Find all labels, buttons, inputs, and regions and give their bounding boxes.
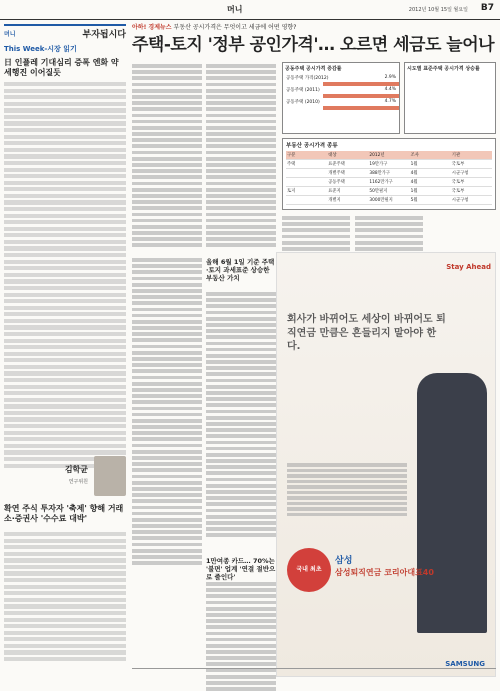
issue-date: 2012년 10월 15일 월요일 (408, 7, 468, 13)
author-role: 연구위원 (68, 479, 88, 485)
map-chart (404, 62, 496, 134)
supply-table-caption: 공동주택 공시가격 증감률 (285, 66, 342, 72)
ad-tagline: Stay Ahead (446, 263, 491, 271)
kicker-brand: 아하! 경제뉴스 (132, 24, 172, 31)
company-logo: SAMSUNG (445, 660, 485, 668)
table-row: 공동주택 가격(2012) 2.9% (286, 75, 396, 81)
left-headline: 日 인플레 기대심리 증폭 엔화 약세행진 이어질듯 (4, 58, 119, 77)
map-chart-caption: 시도별 표준주택 공시가격 상승률 (407, 66, 480, 72)
supply-table (282, 62, 400, 134)
advertisement[interactable] (276, 252, 496, 677)
week-label: This Week-시장 읽기 (4, 45, 77, 53)
body-text-1 (206, 64, 276, 250)
author-photo (94, 456, 126, 496)
author-block (4, 456, 126, 496)
body-text-5 (206, 582, 276, 691)
column-brand (4, 24, 126, 40)
ad-badge: 국내 최초 (287, 548, 331, 592)
author-name: 김학균 (64, 465, 88, 474)
brand-title: 부자됩시다 (82, 29, 126, 40)
page-number: B7 (480, 3, 494, 13)
masthead (0, 0, 500, 20)
ad-product: 삼성퇴직연금 코리아대표40 (335, 568, 434, 577)
ad-copy-text (287, 463, 407, 518)
deck-text (132, 64, 202, 250)
table-row: 공동주택 (2010) 4.7% (286, 99, 396, 105)
body-text-4 (132, 258, 202, 567)
body-text-3 (206, 292, 276, 540)
table-row: 공동주택 (2011) 4.4% (286, 87, 396, 93)
table-row-bar (323, 106, 399, 110)
left-headline-2: 확연 주식 투자자 '축제' 향해 거래소·증권사 '수수료 대박' (4, 504, 124, 524)
left-column (4, 24, 126, 684)
ad-brand: 삼성 (335, 556, 353, 566)
left-body-text (4, 82, 126, 468)
main-headline: 주택-토지 '정부 공인가격'… 오르면 세금도 늘어나 (132, 35, 495, 55)
subhead-2: 1만여종 카드… 70%는 '불면' 업계 '연결 절반으로 줄인다' (206, 557, 276, 582)
footer-rule (132, 668, 496, 669)
brand-logo: 머니 (4, 30, 16, 38)
ad-person-image (417, 373, 487, 633)
kicker-text: 부동산 공시가격은 무엇이고 세금에 어떤 영향? (173, 24, 297, 31)
section-title: 머니 (227, 5, 243, 14)
left-body-text-2 (4, 532, 126, 664)
price-types-table: 부동산 공시가격 종류 구분 대상 2012년 조사 기관 주택 표준주택 19만가구 1월 국토부 개별주택 388만가구 4월 시군구청 공동주택 1162만가구 4월 국토부 토지 표준지 50만필지 1월 국토부 개별지 3000만필지 5월 시군구청 (282, 138, 496, 210)
price-types-caption: 부동산 공시가격 종류 (286, 143, 338, 149)
ad-quote: 회사가 바뀌어도 세상이 바뀌어도 퇴직연금 만큼은 흔들리지 말아야 한다. (287, 314, 446, 352)
subhead: 올해 6월 1일 기준 주택·토지 과세표준 상승한 부동산 가치 (206, 258, 275, 283)
